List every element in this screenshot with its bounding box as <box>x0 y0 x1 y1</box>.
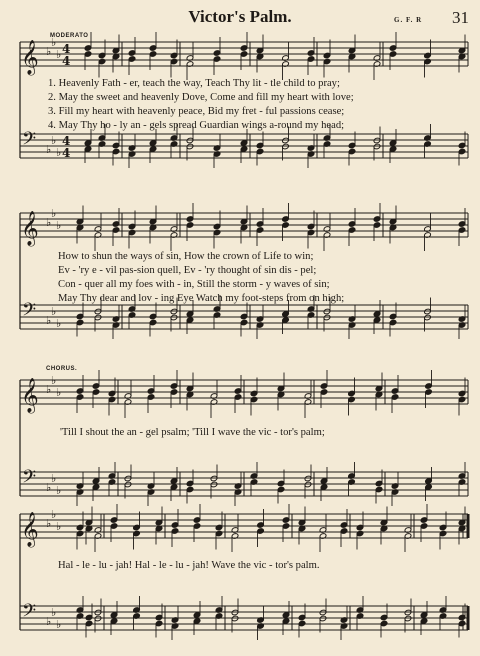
bass-clef-icon: 𝄢 <box>22 300 37 325</box>
chorus-line-2: Hal - le - lu - jah! Hal - le - lu - jah! Wave the vic - tor's palm. <box>58 560 320 571</box>
verse-1-line-2: How to shun the ways of sin, How the crown of Life to win; <box>58 251 314 262</box>
flat-sign-icon: ♭ <box>46 216 52 229</box>
flat-sign-icon: ♭ <box>51 374 57 387</box>
verse-4-line-1: 4. May Thy ho - ly an - gels spread Guardian wings a-round my head; <box>48 120 345 131</box>
chorus-line-1: 'Till I shout the an - gel psalm; 'Till I wave the vic - tor's palm; <box>60 427 325 438</box>
flat-sign-icon: ♭ <box>51 36 57 49</box>
flat-sign-icon: ♭ <box>51 508 57 521</box>
verse-2-line-2: Ev - 'ry e - vil pas-sion quell, Ev - 'ry thought of sin dis - pel; <box>58 265 317 276</box>
flat-sign-icon: ♭ <box>51 305 57 318</box>
flat-sign-icon: ♭ <box>51 606 57 619</box>
treble-clef-icon: 𝄞 <box>21 512 39 547</box>
treble-clef-icon: 𝄞 <box>21 211 39 246</box>
flat-sign-icon: ♭ <box>46 481 52 494</box>
flat-sign-icon: ♭ <box>56 219 62 232</box>
bass-clef-icon: 𝄢 <box>22 467 37 492</box>
flat-sign-icon: ♭ <box>51 207 57 220</box>
composer-initials: G. F. R <box>394 16 423 24</box>
flat-sign-icon: ♭ <box>56 520 62 533</box>
flat-sign-icon: ♭ <box>46 517 52 530</box>
verse-1-line-1: 1. Heavenly Fath - er, teach the way, Teach Thy lit - tle child to pray; <box>48 78 340 89</box>
verse-2-line-1: 2. May the sweet and heavenly Dove, Come and fill my heart with love; <box>48 92 354 103</box>
verse-3-line-1: 3. Fill my heart with heavenly peace, Bid my fret - ful passions cease; <box>48 106 345 117</box>
treble-clef-icon: 𝄞 <box>21 378 39 413</box>
flat-sign-icon: ♭ <box>46 143 52 156</box>
flat-sign-icon: ♭ <box>51 134 57 147</box>
flat-sign-icon: ♭ <box>46 314 52 327</box>
flat-sign-icon: ♭ <box>56 386 62 399</box>
flat-sign-icon: ♭ <box>56 484 62 497</box>
time-signature: 4 <box>62 54 71 68</box>
flat-sign-icon: ♭ <box>46 383 52 396</box>
flat-sign-icon: ♭ <box>46 615 52 628</box>
verse-4-line-2: May Thy dear and lov - ing Eye Watch my foot-steps from on high; <box>58 293 345 304</box>
bass-clef-icon: 𝄢 <box>22 129 37 154</box>
time-signature: 4 <box>62 146 71 160</box>
flat-sign-icon: ♭ <box>56 48 62 61</box>
flat-sign-icon: ♭ <box>46 45 52 58</box>
flat-sign-icon: ♭ <box>56 618 62 631</box>
treble-clef-icon: 𝄞 <box>21 40 39 75</box>
verse-3-line-2: Con - quer all my foes with - in, Still the storm - y waves of sin; <box>58 279 330 290</box>
time-signature: 4 <box>62 42 71 56</box>
page-number: 31 <box>452 8 469 27</box>
bass-clef-icon: 𝄢 <box>22 601 37 626</box>
tempo-marking: MODERATO <box>50 33 89 39</box>
flat-sign-icon: ♭ <box>51 472 57 485</box>
flat-sign-icon: ♭ <box>56 146 62 159</box>
hymn-title: Victor's Palm. <box>188 7 292 26</box>
chorus-marking: CHORUS. <box>46 366 78 372</box>
flat-sign-icon: ♭ <box>56 317 62 330</box>
time-signature: 4 <box>62 134 71 148</box>
